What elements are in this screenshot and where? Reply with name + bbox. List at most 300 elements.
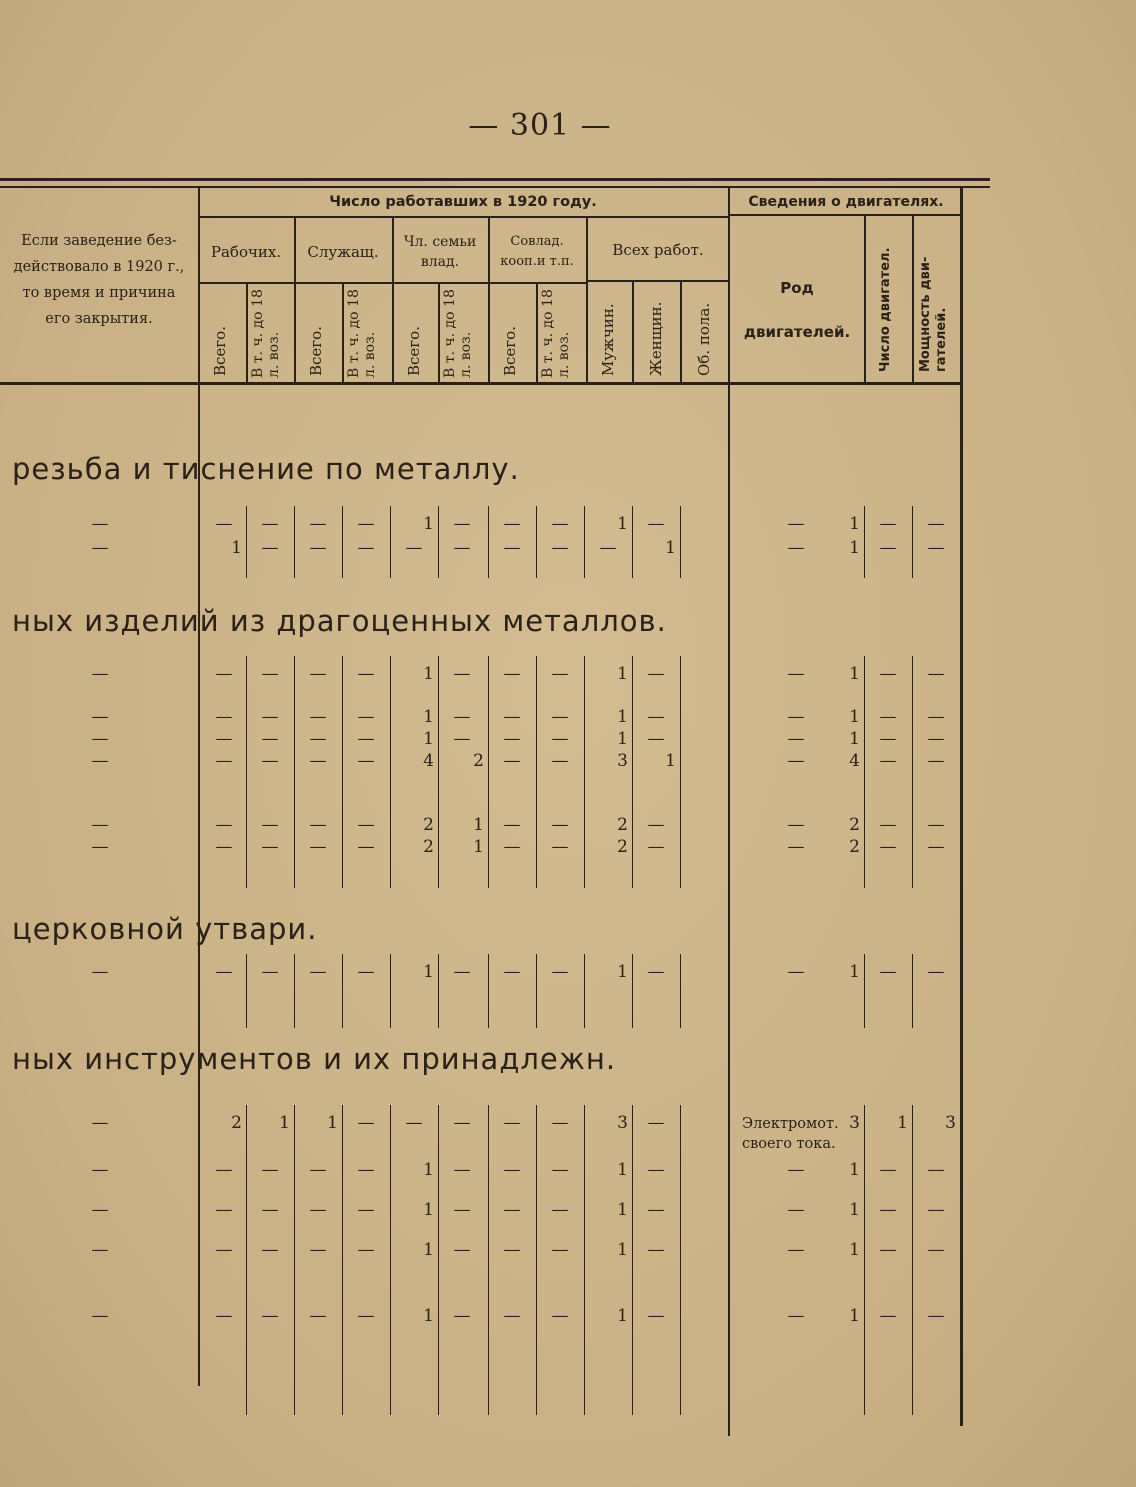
table-cell: — [551,729,569,749]
engine-rule [730,214,962,216]
table-cell: — [551,1200,569,1220]
table-cell: — [91,837,109,857]
table-cell: — [357,1160,375,1180]
col-rule [864,214,866,382]
table-cell: — [647,514,665,534]
table-cell: — [357,1306,375,1326]
table-cell: — [503,962,521,982]
table-cell: 1 [423,664,434,684]
table-cell: 1 [617,1200,628,1220]
table-cell: — [927,1306,945,1326]
table-cell: — [551,514,569,534]
top-rule-2 [0,186,990,188]
table-cell: — [879,815,897,835]
col-rule [198,186,200,1386]
table-cell: — [261,962,279,982]
table-cell: — [215,1160,233,1180]
table-cell: 2 [849,815,860,835]
col-rule [294,954,295,1028]
table-cell: — [405,538,423,558]
col-rule [536,506,537,578]
table-cell: — [927,729,945,749]
table-cell: 2 [617,815,628,835]
table-cell: — [551,1306,569,1326]
col-rule [632,280,634,382]
engines-group-header: Сведения о двигателях. [748,194,944,210]
table-cell: — [879,514,897,534]
table-cell: — [787,1306,805,1326]
employees-subheader: Служащ. [307,243,379,261]
col-rule [294,656,295,888]
table-cell: — [91,1113,109,1133]
table-cell: — [215,815,233,835]
table-cell: 1 [617,729,628,749]
header-bottom-rule [0,382,962,385]
table-cell: — [927,751,945,771]
table-cell: 1 [617,962,628,982]
table-cell: — [91,1306,109,1326]
col-rule [438,656,439,888]
workers-group-header: Число работавших в 1920 году. [329,194,597,210]
table-cell: — [879,729,897,749]
table-cell: — [261,815,279,835]
table-cell: 1 [617,664,628,684]
table-cell: — [927,815,945,835]
vt-total: Всего. [211,326,229,376]
table-cell: 1 [665,538,676,558]
closure-line: Если заведение без- [21,233,177,249]
table-cell: — [91,664,109,684]
col-rule [246,1105,247,1415]
table-cell: — [503,815,521,835]
table-cell: — [357,707,375,727]
table-cell: — [261,1306,279,1326]
table-cell: — [91,1160,109,1180]
col-rule [864,506,865,578]
table-cell: 3 [945,1113,956,1133]
table-cell: 1 [617,707,628,727]
col-rule [728,186,730,1436]
table-cell: — [357,729,375,749]
coowners-subheader: Совлад. кооп.и т.п. [500,234,574,269]
engine-type-header: Род двигателей. [743,279,851,341]
table-cell: — [453,962,471,982]
section-title: церковной утвари. [12,912,318,946]
table-cell: 1 [423,1240,434,1260]
table-cell: — [453,664,471,684]
col-rule [912,954,913,1028]
vt-total: Всего. [307,326,325,376]
vt-total: Всего. [501,326,519,376]
table-cell: — [927,538,945,558]
table-cell: — [357,1240,375,1260]
col-rule [438,506,439,578]
table-cell: — [503,729,521,749]
table-cell: 1 [423,1306,434,1326]
table-cell: — [503,664,521,684]
table-cell: — [261,1160,279,1180]
table-cell: — [927,962,945,982]
col-rule [488,506,489,578]
vt-women: Женщин. [647,301,665,376]
col-rule [294,506,295,578]
table-cell: — [215,837,233,857]
table-cell: — [647,707,665,727]
table-cell: — [261,664,279,684]
table-cell: 3 [617,1113,628,1133]
table-cell: 1 [849,1200,860,1220]
table-cell: 2 [231,1113,242,1133]
engine-power-header: Мощность дви-гателей. [918,256,949,372]
table-cell: — [215,729,233,749]
all-workers-subheader: Всех работ. [612,241,704,259]
table-cell: — [357,1113,375,1133]
col-rule [342,954,343,1028]
col-rule [584,1105,585,1415]
col-rule [680,280,682,382]
table-cell: Электромот. своего тока. [742,1116,839,1152]
table-cell: — [453,1306,471,1326]
col-rule [584,954,585,1028]
table-cell: — [503,1160,521,1180]
table-cell: — [551,1113,569,1133]
col-rule [390,656,391,888]
table-cell: 3 [849,1113,860,1133]
table-cell: — [91,707,109,727]
table-cell: — [453,1200,471,1220]
col-rule [246,656,247,888]
col-rule [680,954,681,1028]
table-cell: — [405,1113,423,1133]
table-cell: — [357,1200,375,1220]
col-rule [536,656,537,888]
table-cell: — [309,751,327,771]
table-cell: 1 [849,664,860,684]
col-rule [680,506,681,578]
table-cell: 1 [327,1113,338,1133]
col-rule [342,282,344,382]
page-number: — 301 — [468,108,612,143]
table-cell: 1 [617,1160,628,1180]
col-rule [584,506,585,578]
closure-line: действовало в 1920 г., [13,259,185,275]
table-cell: — [357,538,375,558]
col-rule [632,954,633,1028]
table-cell: — [647,1200,665,1220]
table-cell: — [261,538,279,558]
table-cell: — [879,1240,897,1260]
closure-line: его закрытия. [45,311,153,327]
table-cell: — [91,538,109,558]
col-rule [294,216,296,384]
col-rule [438,1105,439,1415]
table-cell: — [503,707,521,727]
table-cell: — [215,514,233,534]
table-cell: — [309,514,327,534]
table-cell: 2 [473,751,484,771]
col-rule [912,214,914,382]
table-cell: 1 [423,514,434,534]
table-cell: — [309,815,327,835]
table-cell: 2 [423,837,434,857]
table-cell: 2 [617,837,628,857]
table-cell: 1 [423,1200,434,1220]
table-cell: — [927,664,945,684]
table-cell: 1 [849,1306,860,1326]
col-rule [488,954,489,1028]
table-cell: — [309,707,327,727]
table-cell: — [787,962,805,982]
table-cell: — [357,962,375,982]
table-cell: — [357,514,375,534]
table-cell: — [215,1306,233,1326]
col-rule [912,506,913,578]
engine-count-header: Число двигател. [878,247,893,372]
table-cell: — [787,751,805,771]
table-cell: — [309,1240,327,1260]
table-cell: — [503,514,521,534]
table-cell: 2 [423,815,434,835]
table-cell: 1 [849,729,860,749]
table-cell: — [215,707,233,727]
col-rule [912,1105,913,1415]
table-cell: — [787,1240,805,1260]
table-cell: — [309,1160,327,1180]
table-cell: — [787,664,805,684]
table-cell: — [503,1306,521,1326]
col-rule [864,1105,865,1415]
workers-subheader: Рабочих. [210,243,282,261]
table-cell: — [503,837,521,857]
table-cell: 1 [897,1113,908,1133]
table-cell: 1 [849,1160,860,1180]
col-rule [488,656,489,888]
table-cell: — [647,837,665,857]
table-cell: — [879,707,897,727]
table-cell: — [261,1240,279,1260]
table-cell: — [647,1113,665,1133]
table-cell: — [787,1160,805,1180]
col-rule [488,1105,489,1415]
table-cell: — [647,1160,665,1180]
table-cell: 1 [423,962,434,982]
table-cell: — [647,1240,665,1260]
table-cell: — [309,729,327,749]
table-cell: — [503,538,521,558]
table-cell: — [879,1306,897,1326]
family-subheader: Чл. семьи влад. [403,234,477,270]
table-cell: — [787,729,805,749]
table-cell: — [551,1160,569,1180]
table-cell: 1 [849,1240,860,1260]
table-cell: 1 [473,837,484,857]
table-cell: — [879,1200,897,1220]
table-cell: — [309,837,327,857]
table-cell: 1 [231,538,242,558]
table-cell: — [91,1200,109,1220]
col-rule [912,656,913,888]
table-cell: — [215,664,233,684]
table-cell: — [503,751,521,771]
table-cell: — [551,962,569,982]
table-cell: — [91,962,109,982]
table-cell: — [91,751,109,771]
table-cell: — [261,514,279,534]
table-cell: — [261,751,279,771]
table-cell: — [309,664,327,684]
table-cell: — [91,729,109,749]
table-cell: — [91,815,109,835]
table-cell: — [91,514,109,534]
table-cell: — [787,815,805,835]
table-cell: 1 [849,707,860,727]
table-cell: — [879,962,897,982]
col-rule [246,506,247,578]
table-cell: — [309,962,327,982]
table-cell: — [647,1306,665,1326]
table-cell: — [453,1160,471,1180]
table-cell: 1 [617,1240,628,1260]
table-cell: — [551,815,569,835]
col-rule [536,282,538,382]
table-cell: — [357,751,375,771]
table-cell: — [551,707,569,727]
table-cell: — [647,664,665,684]
table-cell: — [787,1200,805,1220]
table-cell: — [261,729,279,749]
col-rule [438,282,440,382]
table-cell: — [261,1200,279,1220]
table-cell: — [879,751,897,771]
table-cell: — [261,707,279,727]
col-rule [632,1105,633,1415]
col-rule [680,1105,681,1415]
col-rule [390,506,391,578]
col-rule [342,1105,343,1415]
vt-under18: В т. ч. до 18 л. воз. [540,289,572,378]
table-cell: — [551,538,569,558]
section-title: резьба и тиснение по металлу. [12,452,520,486]
table-cell: 1 [849,962,860,982]
table-cell: — [357,837,375,857]
table-cell: 1 [423,729,434,749]
top-rule [0,178,990,181]
table-cell: — [599,538,617,558]
table-cell: 1 [279,1113,290,1133]
table-cell: — [215,751,233,771]
col-rule [584,656,585,888]
vt-under18: В т. ч. до 18 л. воз. [346,289,378,378]
section-title: ных инструментов и их принадлежн. [12,1042,617,1076]
table-cell: — [453,1240,471,1260]
table-cell: 1 [423,1160,434,1180]
table-cell: — [309,1200,327,1220]
table-cell: — [787,538,805,558]
col-rule [864,954,865,1028]
col-rule [680,656,681,888]
table-cell: 1 [849,514,860,534]
col-rule [438,954,439,1028]
table-cell: 1 [617,1306,628,1326]
col-rule [864,656,865,888]
closure-column-header [0,228,198,332]
col-rule [342,506,343,578]
table-cell: — [357,664,375,684]
table-cell: — [215,1240,233,1260]
table-cell: — [453,538,471,558]
table-cell: 4 [849,751,860,771]
table-cell: — [309,538,327,558]
col-rule [246,954,247,1028]
table-cell: — [787,514,805,534]
col-rule [536,1105,537,1415]
table-cell: — [215,1200,233,1220]
col-rule [342,656,343,888]
table-cell: 1 [665,751,676,771]
table-cell: — [503,1113,521,1133]
right-rule [960,186,963,1426]
table-cell: — [927,1200,945,1220]
table-cell: — [551,1240,569,1260]
table-cell: — [91,1240,109,1260]
subgroup-rule-b [588,280,728,282]
group-rule [198,216,728,218]
table-cell: — [551,837,569,857]
table-cell: 1 [617,514,628,534]
table-cell: — [215,962,233,982]
closure-line: то время и причина [22,285,176,301]
vt-total: Всего. [405,326,423,376]
table-cell: — [787,837,805,857]
table-cell: 3 [617,751,628,771]
table-cell: — [647,815,665,835]
table-cell: — [927,1160,945,1180]
table-cell: — [787,707,805,727]
table-cell: — [879,664,897,684]
table-cell: — [309,1306,327,1326]
col-rule [246,282,248,382]
table-cell: — [879,837,897,857]
vt-men: Мужчин. [599,303,617,376]
table-cell: — [551,664,569,684]
table-cell: — [927,837,945,857]
table-cell: — [503,1240,521,1260]
table-cell: — [879,538,897,558]
col-rule [632,506,633,578]
table-cell: — [453,1113,471,1133]
col-rule [294,1105,295,1415]
table-cell: — [927,1240,945,1260]
col-rule [632,656,633,888]
vt-under18: В т. ч. до 18 л. воз. [250,289,282,378]
table-cell: — [927,514,945,534]
table-cell: — [647,962,665,982]
col-rule [390,1105,391,1415]
table-cell: — [453,707,471,727]
table-cell: — [357,815,375,835]
table-cell: — [927,707,945,727]
table-cell: 2 [849,837,860,857]
col-rule [390,954,391,1028]
table-cell: 4 [423,751,434,771]
table-cell: — [453,514,471,534]
table-cell: 1 [473,815,484,835]
table-cell: — [453,729,471,749]
table-cell: 1 [849,538,860,558]
vt-under18: В т. ч. до 18 л. воз. [442,289,474,378]
table-cell: — [647,729,665,749]
table-cell: — [261,837,279,857]
